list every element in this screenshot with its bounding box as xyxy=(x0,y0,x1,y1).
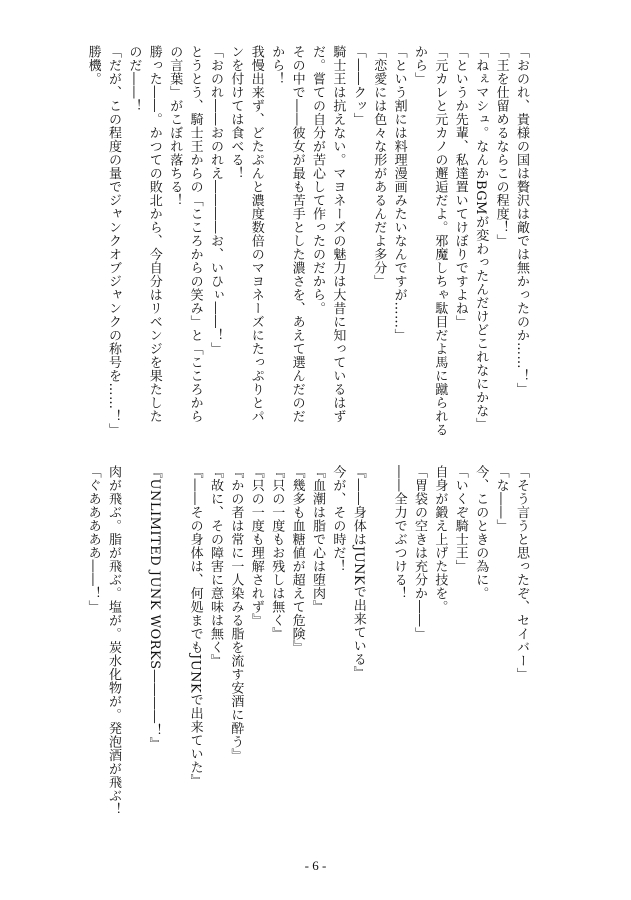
text-column: 「ぐあああああ――！」 xyxy=(85,465,101,614)
text-column: 「ねぇマシュ。なんかBGMが変わったんだけどこれなにかな」 xyxy=(473,45,489,431)
text-column: 「王を仕留めるならこの程度！」 xyxy=(493,45,509,248)
text-column: 『幾多も血糖値が超えて危険』 xyxy=(289,465,305,654)
text-column: 「恋愛には色々な形があるんだよ多分」 xyxy=(371,45,387,288)
text-column: 『故に、その障害に意味は無く』 xyxy=(208,465,223,668)
text-column: 我慢出来ず、どたぷんと濃度数倍のマヨネーズにたっぷりとパ xyxy=(248,45,264,423)
text-column: 『――その身体は、何処までもJUNKで出来ていた』 xyxy=(187,465,203,788)
text-column: 「だが、この程度の量でジャンクオブジャンクの称号を……！」 xyxy=(106,45,121,437)
text-column: 『只の一度も理解されず』 xyxy=(248,465,264,627)
text-column: 「というか先輩、私達置いてけぼりですよね」 xyxy=(452,45,468,329)
text-column: 「おのれ、貴様の国は贅沢は敵では無かったのか……！」 xyxy=(514,45,529,396)
text-column: 『UNLIMITED JUNK WORKS――――！』 xyxy=(146,465,162,751)
text-column: 今、このときの為に。 xyxy=(473,465,489,600)
text-column: の言葉」がこぼれ落ちる！ xyxy=(167,45,183,207)
text-column: 今が、その時だ！ xyxy=(330,465,346,573)
text-column: 『かの者は常に一人染みる脂を流す安酒に酔う』 xyxy=(228,465,244,762)
text-column: とうとう、騎士王からの「こころからの笑み」と「こころから xyxy=(187,45,203,423)
text-column: 「元カレと元カノの邂逅だよ。邪魔しちゃ駄目だよ馬に蹴られる xyxy=(432,45,448,437)
text-column: 騎士王は抗えない。マヨネーズの魅力は大昔に知っているはず xyxy=(330,45,346,423)
page-number: - 6 - xyxy=(304,858,327,873)
text-column: 「胃袋の空きは充分か――」 xyxy=(412,465,427,641)
text-column: 「いくぞ騎士王」 xyxy=(452,465,468,573)
text-column: のだ――！ xyxy=(126,45,142,113)
text-column: 「――クッ」 xyxy=(350,45,366,126)
text-column: から！ xyxy=(269,45,285,86)
text-column: 「おのれ――おのれえ――――お、いひぃ――！」 xyxy=(208,45,223,356)
text-column: だ。嘗ての自分が苦心して作ったのだから。 xyxy=(310,45,325,315)
text-column: 「そう言うと思ったぞ、セイバー」 xyxy=(514,465,529,681)
text-column: ――全力でぶつける！ xyxy=(391,465,407,600)
text-column: から」 xyxy=(412,45,427,86)
text-column: 勝機。 xyxy=(85,45,101,86)
text-column: 肉が飛ぶ。脂が飛ぶ。塩が。炭水化物が。発泡酒が飛ぶ！ xyxy=(106,465,121,816)
text-column: 勝った――。かつての敗北から、今自分はリベンジを果たした xyxy=(146,45,162,423)
text-column: ンを付けては食べる！ xyxy=(228,45,244,180)
text-column: 自身が鍛え上げた技を。 xyxy=(432,465,448,614)
text-column: その中で――彼女が最も苦手とした濃さを、あえて選んだのだ xyxy=(289,45,305,423)
text-column: 『血潮は脂で心は堕肉』 xyxy=(310,465,325,614)
text-column: 「という割には料理漫画みたいなんですが……」 xyxy=(391,45,407,342)
text-column: 「な――」 xyxy=(493,465,509,533)
text-column: 『――身体はJUNKで出来ている』 xyxy=(350,465,366,680)
text-column: 『只の一度もお残しは無く』 xyxy=(269,465,285,641)
